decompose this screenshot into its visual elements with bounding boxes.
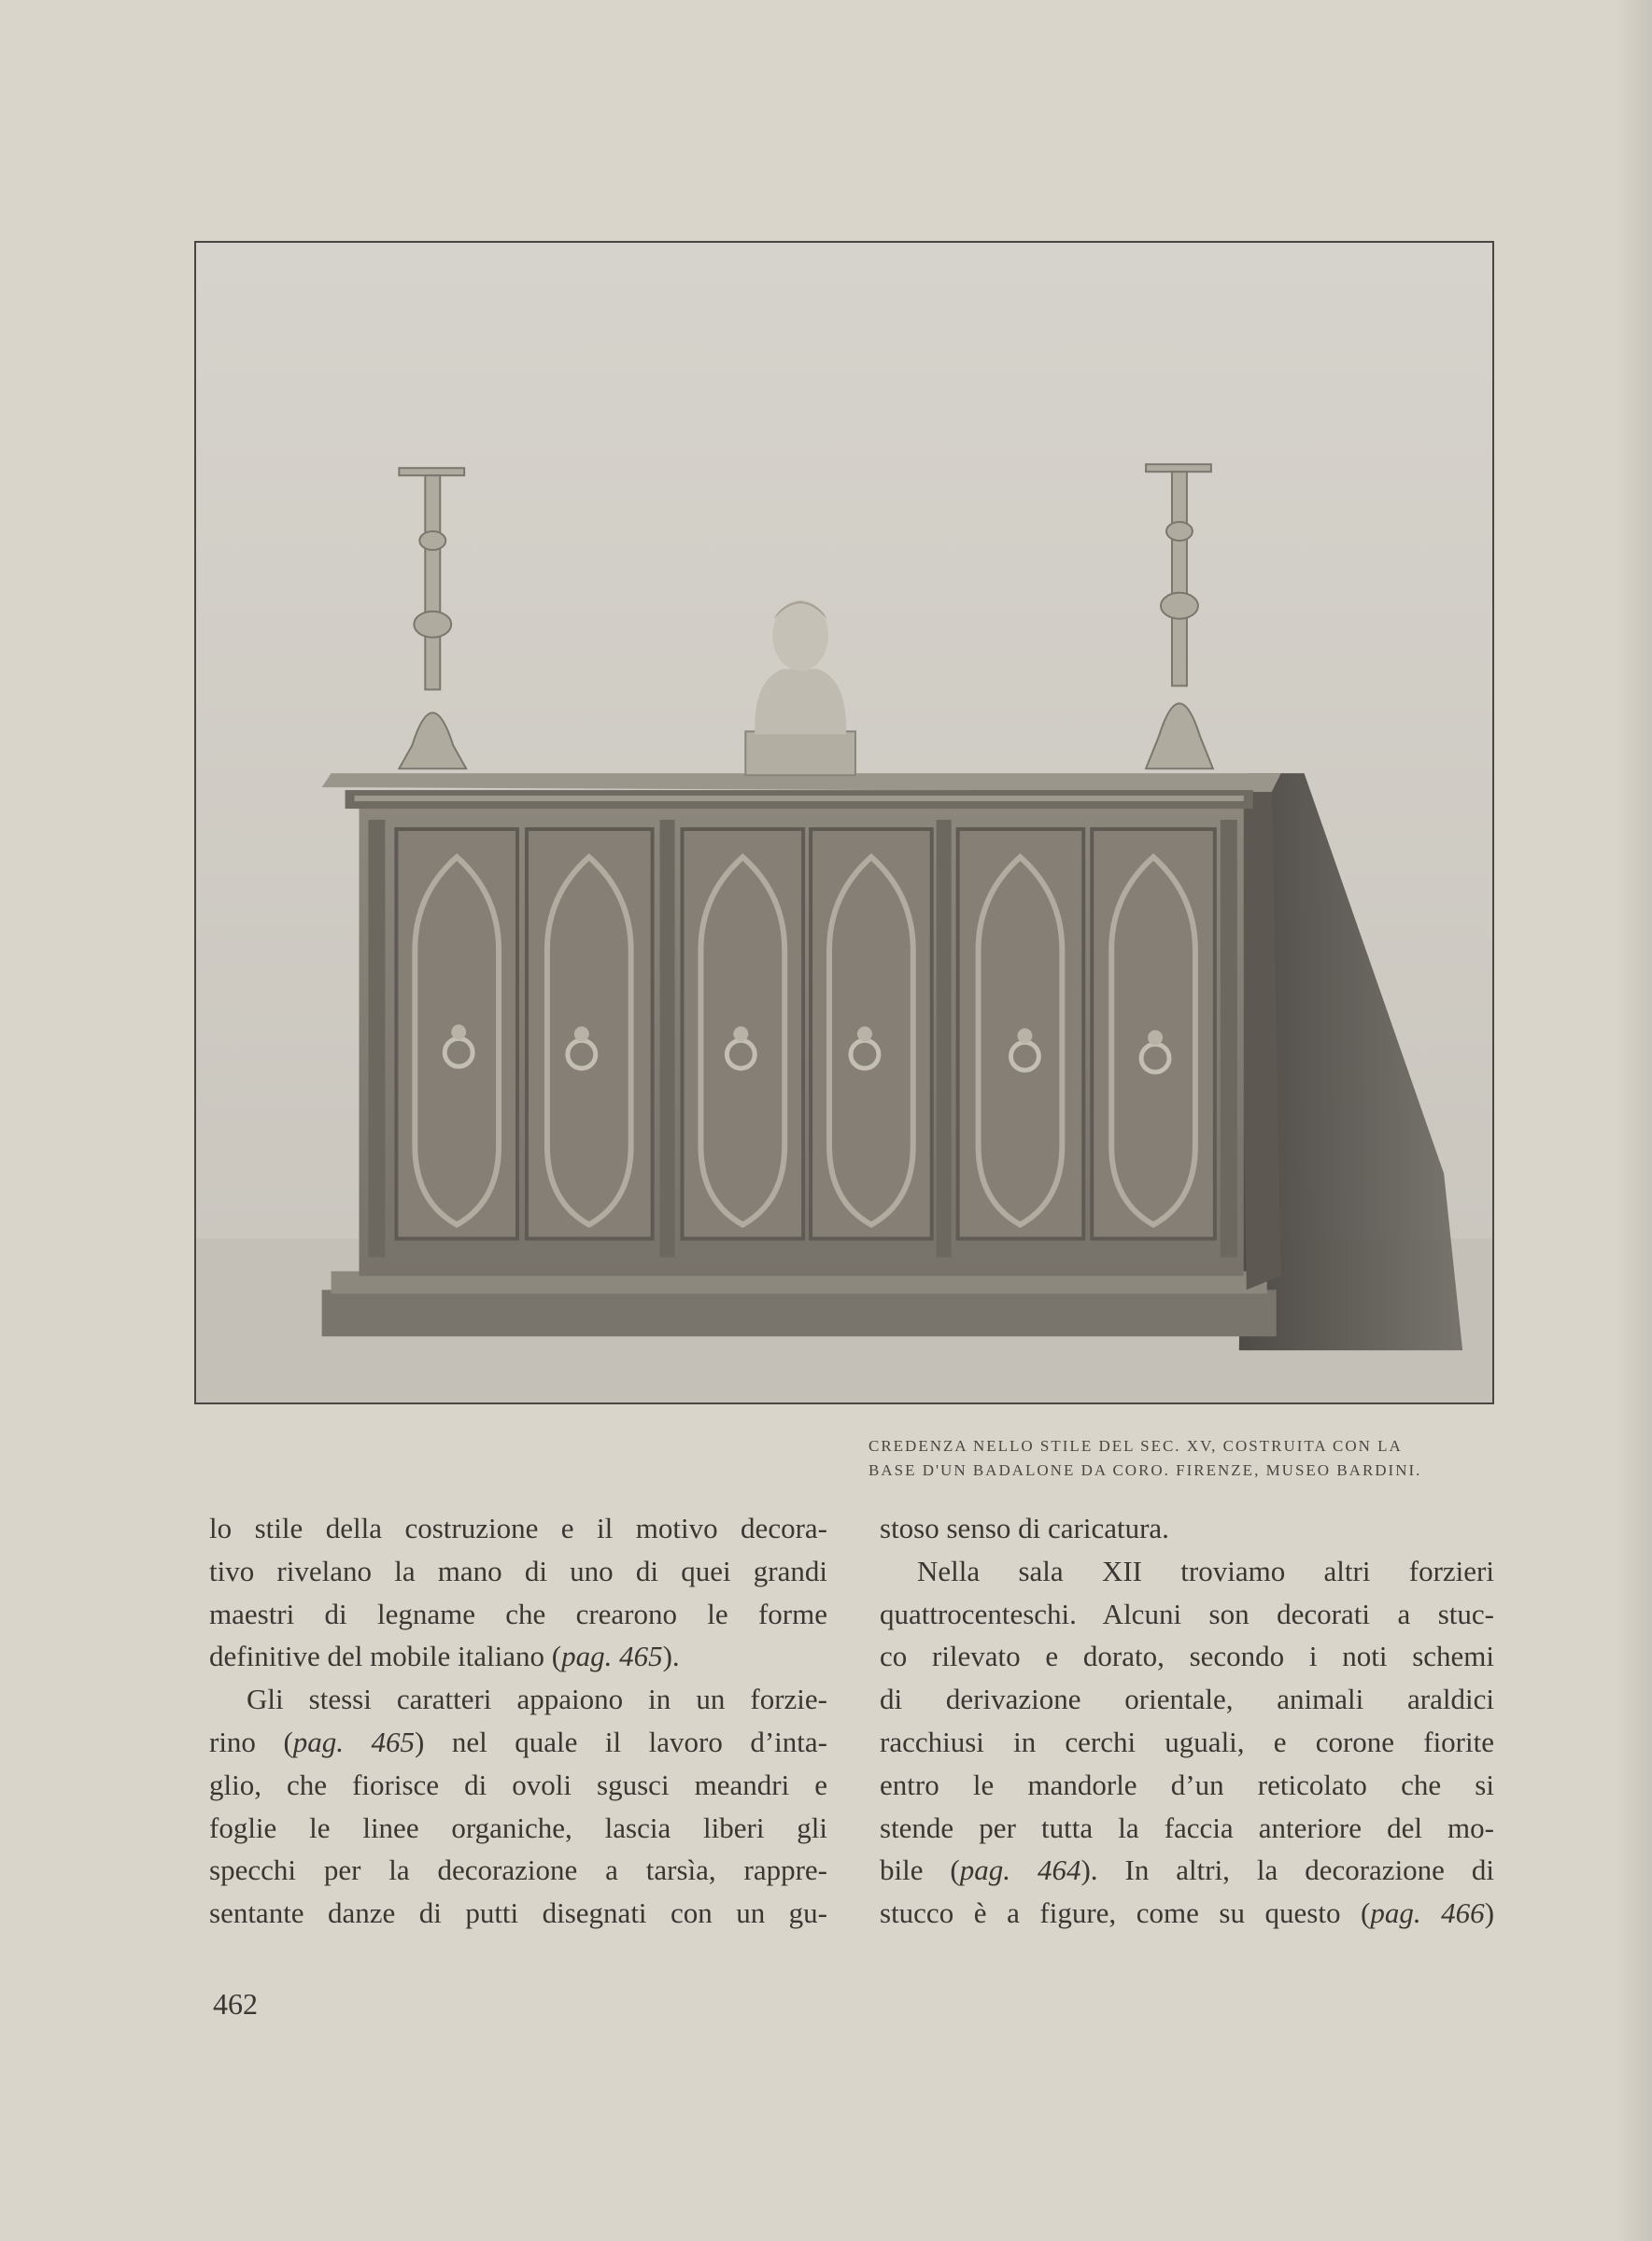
page-reference: pag. 465 xyxy=(292,1725,416,1758)
caption-line: BASE D'UN BADALONE DA CORO. FIRENZE, MUSEO BARDINI. xyxy=(868,1461,1422,1479)
text-line: quattrocenteschi. Alcuni son decorati a stuc- xyxy=(880,1597,1494,1630)
text-line: bile (pag. 464). In altri, la decorazione di xyxy=(880,1853,1494,1887)
page-reference: pag. 465 xyxy=(561,1640,663,1673)
text-line: entro le mandorle d’un reticolato che si xyxy=(880,1768,1494,1801)
caption-line: CREDENZA NELLO STILE DEL SEC. XV, COSTRUITA CON LA xyxy=(868,1437,1403,1455)
text-line: lo stile della costruzione e il motivo decora- xyxy=(209,1512,827,1544)
text-line: tivo rivelano la mano di uno di quei grandi xyxy=(209,1554,827,1587)
text-line: stoso senso di caricatura. xyxy=(880,1512,1169,1544)
text-line: definitive del mobile italiano (pag. 465). xyxy=(209,1640,680,1673)
right-text-column xyxy=(880,1507,1494,1935)
text-line: Nella sala XII troviamo altri forzieri xyxy=(917,1554,1494,1587)
left-text-column xyxy=(209,1507,827,1935)
credenza-photograph xyxy=(194,241,1494,1404)
text-line: stucco è a figure, come su questo (pag. 466) xyxy=(880,1896,1495,1930)
page-number: 462 xyxy=(213,1987,258,2021)
text-line: racchiusi in cerchi uguali, e corone fiorite xyxy=(880,1725,1494,1758)
page-reference: pag. 466 xyxy=(1370,1896,1485,1930)
text-line: stende per tutta la faccia anteriore del mo- xyxy=(880,1811,1494,1844)
text-line: Gli stessi caratteri appaiono in un forzie- xyxy=(247,1683,827,1716)
text-line: specchi per la decorazione a tarsìa, rappre- xyxy=(209,1853,827,1887)
text-line: di derivazione orientale, animali araldici xyxy=(880,1683,1494,1716)
text-line: sentante danze di putti disegnati con un gu- xyxy=(209,1896,827,1930)
text-line: co rilevato e dorato, secondo i noti schemi xyxy=(880,1640,1494,1673)
text-line: rino (pag. 465) nel quale il lavoro d’inta- xyxy=(209,1725,827,1758)
text-line: maestri di legname che crearono le forme xyxy=(209,1597,827,1630)
text-line: foglie le linee organiche, lascia liberi gli xyxy=(209,1811,827,1844)
figure-caption xyxy=(868,1434,1504,1483)
page-reference: pag. 464 xyxy=(959,1853,1081,1887)
page-edge-shadow xyxy=(1615,0,1652,2241)
text-line: glio, che fiorisce di ovoli sgusci meandri e xyxy=(209,1768,827,1801)
